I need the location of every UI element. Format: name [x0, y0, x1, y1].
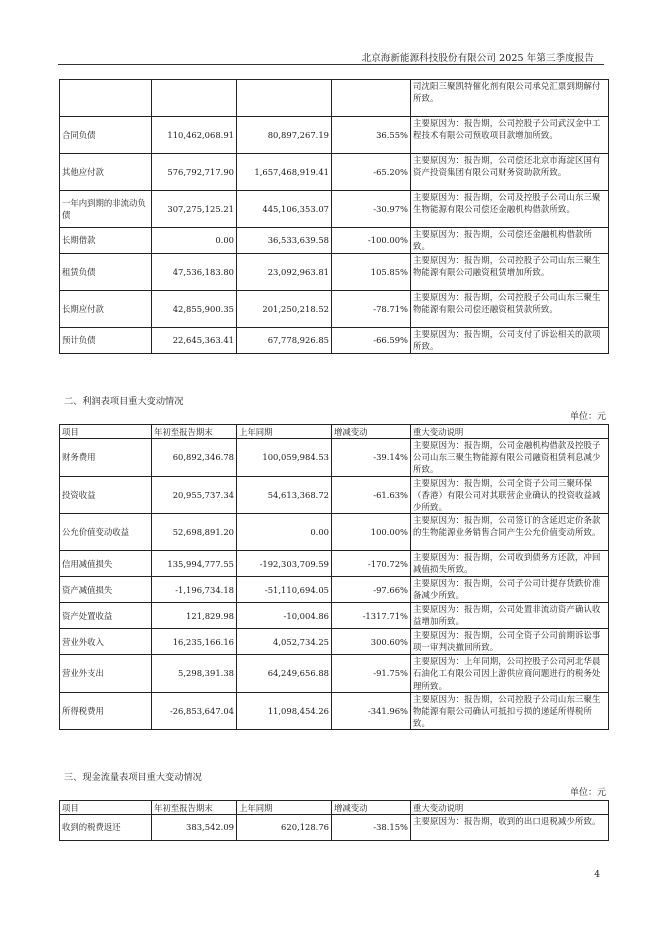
table-row: [60, 254, 609, 291]
previous-value-cell: 64,249,656.88: [237, 655, 332, 693]
current-value-cell: 60,892,346.78: [152, 439, 237, 477]
current-value-cell: 110,462,068.91: [152, 117, 237, 154]
item-cell: 投资收益: [60, 476, 152, 514]
table-row: [60, 80, 609, 117]
header-note: 重大变动说明: [411, 801, 609, 815]
table-row: [60, 154, 609, 191]
table-header-row: [60, 425, 609, 439]
note-cell: 主要原因为：报告期，公司全资子公司三聚环保（香港）有限公司对其联营企业确认的投资收益减少所致。: [411, 476, 609, 514]
cashflow-section-title: 三、现金流量表项目重大变动情况: [64, 772, 202, 783]
header-change: 增减变动: [332, 425, 411, 439]
table-header-row: [60, 801, 609, 815]
balance-changes-table: [59, 79, 609, 354]
item-cell: 一年内到期的非流动负债: [60, 191, 152, 228]
table-row: [60, 655, 609, 693]
note-cell: 主要原因为：报告期，公司子公司计提存货跌价准备减少所致。: [411, 577, 609, 603]
previous-value-cell: 0.00: [237, 514, 332, 551]
change-cell: -100.00%: [332, 228, 411, 254]
note-cell: 司沈阳三聚凯特催化剂有限公司承兑汇票到期解付所致。: [411, 80, 609, 117]
change-cell: 36.55%: [332, 117, 411, 154]
note-cell: 主要原因为：报告期，收到的出口退税减少所致。: [411, 815, 609, 841]
table-row: [60, 603, 609, 629]
current-value-cell: 47,536,183.80: [152, 254, 237, 291]
note-cell: 主要原因为：报告期，公司偿还金融机构借款所致。: [411, 228, 609, 254]
previous-value-cell: 80,897,267.19: [237, 117, 332, 154]
header-divider: [58, 64, 604, 65]
change-cell: [332, 80, 411, 117]
change-cell: -61.63%: [332, 476, 411, 514]
note-cell: 主要原因为：报告期，公司金融机构借款及控股子公司山东三聚生物能源有限公司融资租赁利息减少所致。: [411, 439, 609, 477]
previous-value-cell: 67,778,926.85: [237, 328, 332, 354]
previous-value-cell: 4,052,734.25: [237, 629, 332, 655]
table-row: [60, 291, 609, 328]
previous-value-cell: 36,533,639.58: [237, 228, 332, 254]
change-cell: -341.96%: [332, 692, 411, 730]
table-row: [60, 439, 609, 477]
table-row: [60, 629, 609, 655]
current-value-cell: 20,955,737.34: [152, 476, 237, 514]
item-cell: 公允价值变动收益: [60, 514, 152, 551]
table-row: [60, 551, 609, 577]
change-cell: -30.97%: [332, 191, 411, 228]
item-cell: 营业外收入: [60, 629, 152, 655]
note-cell: 主要原因为：报告期，公司控股子公司山东三聚生物能源有限公司确认可抵扣亏损的递延所得税所致。: [411, 692, 609, 730]
item-cell: 租赁负债: [60, 254, 152, 291]
note-cell: 主要原因为：报告期，公司支付了诉讼相关的款项所致。: [411, 328, 609, 354]
note-cell: 主要原因为：报告期，公司偿还北京市海淀区国有资产投资集团有限公司财务资助款所致。: [411, 154, 609, 191]
change-cell: -38.15%: [332, 815, 411, 841]
current-value-cell: [152, 80, 237, 117]
income-unit-label: 单位：元: [569, 412, 606, 422]
item-cell: 财务费用: [60, 439, 152, 477]
previous-value-cell: -192,303,709.59: [237, 551, 332, 577]
header-current: 年初至报告期末: [152, 425, 237, 439]
note-cell: 主要原因为：报告期，公司全资子公司前期诉讼事项一审判决撤回所致。: [411, 629, 609, 655]
item-cell: 资产减值损失: [60, 577, 152, 603]
current-value-cell: -1,196,734.18: [152, 577, 237, 603]
header-item: 项目: [60, 801, 152, 815]
current-value-cell: 121,829.98: [152, 603, 237, 629]
current-value-cell: 307,275,125.21: [152, 191, 237, 228]
current-value-cell: 135,994,777.55: [152, 551, 237, 577]
previous-value-cell: -10,004.86: [237, 603, 332, 629]
change-cell: -65.20%: [332, 154, 411, 191]
previous-value-cell: 620,128.76: [237, 815, 332, 841]
change-cell: -97.66%: [332, 577, 411, 603]
item-cell: 长期借款: [60, 228, 152, 254]
current-value-cell: 0.00: [152, 228, 237, 254]
item-cell: 收到的税费返还: [60, 815, 152, 841]
change-cell: -170.72%: [332, 551, 411, 577]
previous-value-cell: -51,110,694.05: [237, 577, 332, 603]
header-note: 重大变动说明: [411, 425, 609, 439]
change-cell: 105.85%: [332, 254, 411, 291]
item-cell: 所得税费用: [60, 692, 152, 730]
table-row: [60, 577, 609, 603]
page-number: 4: [594, 870, 600, 880]
note-cell: 主要原因为：报告期，公司处置非流动资产确认收益增加所致。: [411, 603, 609, 629]
item-cell: 信用减值损失: [60, 551, 152, 577]
note-cell: 主要原因为：报告期，公司控股子公司武汉金中工程技术有限公司预收项目款增加所致。: [411, 117, 609, 154]
previous-value-cell: 1,657,468,919.41: [237, 154, 332, 191]
previous-value-cell: 11,098,454.26: [237, 692, 332, 730]
report-header: 北京海新能源科技股份有限公司 2025 年第三季度报告: [361, 53, 594, 64]
change-cell: -39.14%: [332, 439, 411, 477]
change-cell: -1317.71%: [332, 603, 411, 629]
header-current: 年初至报告期末: [152, 801, 237, 815]
note-cell: 主要原因为：报告期，公司签订的含延迟定价条款的生物能源业务销售合同产生公允价值变动所致。: [411, 514, 609, 551]
table-row: [60, 514, 609, 551]
table-row: [60, 117, 609, 154]
item-cell: 预计负债: [60, 328, 152, 354]
current-value-cell: 576,792,717.90: [152, 154, 237, 191]
current-value-cell: 16,235,166.16: [152, 629, 237, 655]
cashflow-unit-label: 单位：元: [569, 788, 606, 798]
change-cell: -91.75%: [332, 655, 411, 693]
header-item: 项目: [60, 425, 152, 439]
item-cell: 长期应付款: [60, 291, 152, 328]
previous-value-cell: 100,059,984.53: [237, 439, 332, 477]
note-cell: 主要原因为：上年同期，公司控股子公司河北华晨石油化工有限公司因上游供应商问题进行的税务处理所致。: [411, 655, 609, 693]
change-cell: -66.59%: [332, 328, 411, 354]
item-cell: 营业外支出: [60, 655, 152, 693]
header-previous: 上年同期: [237, 801, 332, 815]
change-cell: 100.00%: [332, 514, 411, 551]
previous-value-cell: 201,250,218.52: [237, 291, 332, 328]
table-row: [60, 191, 609, 228]
current-value-cell: 42,855,900.35: [152, 291, 237, 328]
table-row: [60, 815, 609, 841]
header-change: 增减变动: [332, 801, 411, 815]
note-cell: 主要原因为：报告期，公司控股子公司山东三聚生物能源有限公司融资租赁增加所致。: [411, 254, 609, 291]
current-value-cell: 5,298,391.38: [152, 655, 237, 693]
item-cell: 资产处置收益: [60, 603, 152, 629]
income-section-title: 二、利润表项目重大变动情况: [64, 396, 184, 407]
item-cell: [60, 80, 152, 117]
table-row: [60, 328, 609, 354]
item-cell: 合同负债: [60, 117, 152, 154]
note-cell: 主要原因为：报告期，公司及控股子公司山东三聚生物能源有限公司偿还金融机构借款所致。: [411, 191, 609, 228]
current-value-cell: 383,542.09: [152, 815, 237, 841]
current-value-cell: -26,853,647.04: [152, 692, 237, 730]
previous-value-cell: [237, 80, 332, 117]
current-value-cell: 52,698,891.20: [152, 514, 237, 551]
income-changes-table: [59, 424, 609, 730]
item-cell: 其他应付款: [60, 154, 152, 191]
previous-value-cell: 54,613,368.72: [237, 476, 332, 514]
previous-value-cell: 23,092,963.81: [237, 254, 332, 291]
note-cell: 主要原因为：报告期，公司收到债务方还款，冲回减值损失所致。: [411, 551, 609, 577]
table-row: [60, 692, 609, 730]
table-row: [60, 476, 609, 514]
change-cell: -78.71%: [332, 291, 411, 328]
header-previous: 上年同期: [237, 425, 332, 439]
previous-value-cell: 445,106,353.07: [237, 191, 332, 228]
note-cell: 主要原因为：报告期，公司控股子公司山东三聚生物能源有限公司偿还融资租赁款所致。: [411, 291, 609, 328]
table-row: [60, 228, 609, 254]
change-cell: 300.60%: [332, 629, 411, 655]
current-value-cell: 22,645,363.41: [152, 328, 237, 354]
cashflow-changes-table: [59, 800, 609, 841]
